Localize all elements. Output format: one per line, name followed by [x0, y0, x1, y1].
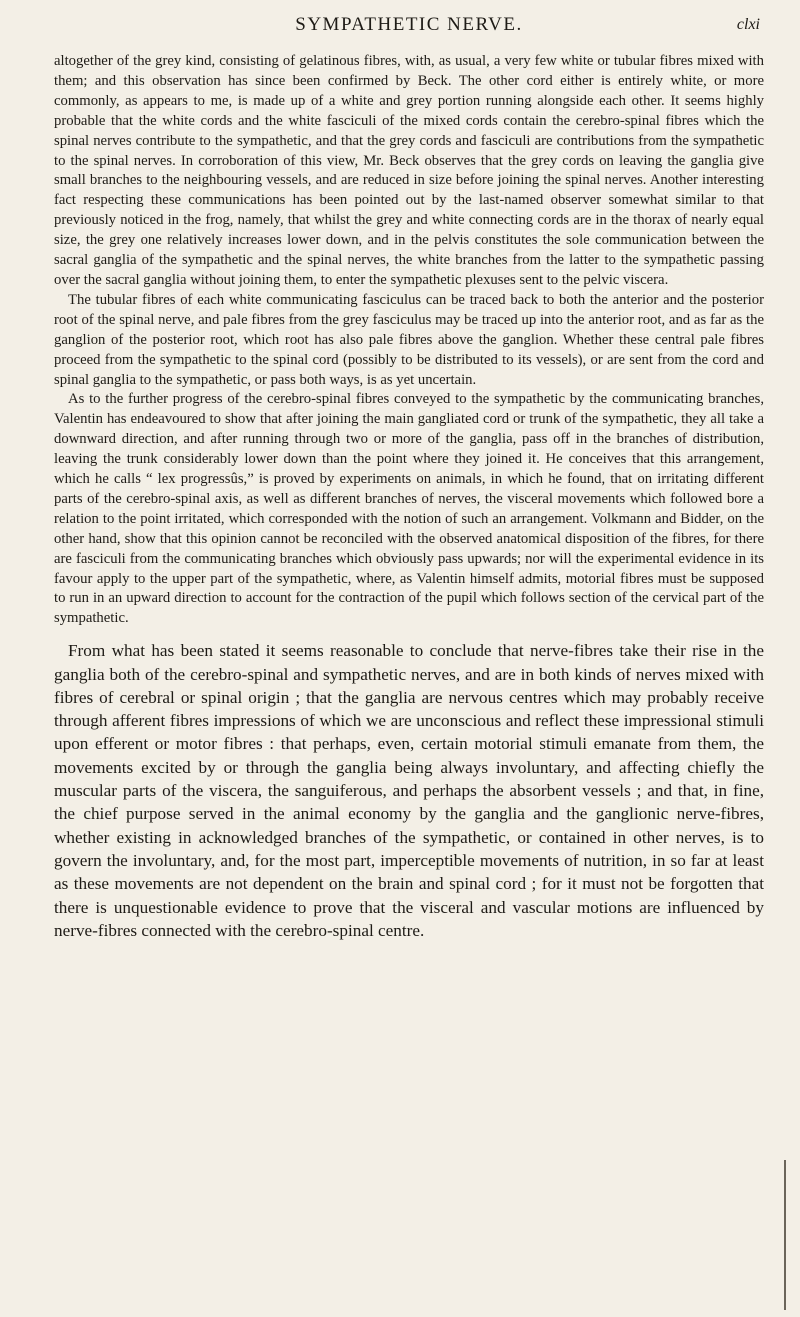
main-text-section	[54, 639, 764, 942]
small-print-section	[54, 52, 764, 629]
page-number: clxi	[736, 16, 760, 33]
paragraph-valentin-law: As to the further progress of the cerebro-spinal fibres conveyed to the sympathetic by the communicating branches, Valentin has endeavoured to show that after joining the main gangliated cord or trunk of the sympathetic, they all take a downward direction, and after running through two or more of the ganglia, pass off in the branches of distribution, leaving the trunk considerably lower down than the point where they joined it. He conceives that this arrangement, which he calls “ lex progressûs,” is proved by experiments on animals, in which he found, that on irritating different parts of the cerebro-spinal axis, as well as different branches of nerves, the visceral movements which followed bore a relation to the point irritated, which corresponded with the notion of such an arrangement. Volkmann and Bidder, on the other hand, show that this opinion cannot be reconciled with the observed anatomical disposition of the fibres, for there are fasciculi from the communicating branches which obviously pass upwards; nor will the experimental evidence in its favour apply to the upper part of the sympathetic, where, as Valentin himself admits, motorial fibres must be supposed to run in an upward direction to account for the contraction of the pupil which follows section of the cervical part of the sympathetic.	[54, 391, 764, 627]
paragraph-communicating-cords: altogether of the grey kind, consisting of gelatinous fibres, with, as usual, a very few white or tubular fibres mixed with them; and this observation has since been confirmed by Beck. The other cord either is entirely white, or more commonly, as appears to me, is made up of a white and grey portion running alongside each other. It seems highly probable that the white cords and the white fasciculi of the mixed cords contain the cerebro-spinal fibres which the spinal nerves contribute to the sympathetic, and that the grey cords and fasciculi are contributions from the sympathetic to the spinal nerves. In corroboration of this view, Mr. Beck observes that the grey cords on leaving the ganglia give small branches to the neighbouring vessels, and are reduced in size before joining the spinal nerves. Another interesting fact respecting these communications has been pointed out by the last-named observer somewhat similar to that previously noticed in the frog, namely, that whilst the grey and white connecting cords are in the thorax of nearly equal size, the grey one relatively increases lower down, and in the pelvis constitutes the sole communication between the sacral ganglia of the sympathetic and the spinal nerves, the white branches from the latter to the sympathetic passing over the sacral ganglia without joining them, to enter the sympathetic plexuses sent to the pelvic viscera.	[54, 53, 764, 288]
margin-rule-mark	[784, 1160, 786, 1310]
paragraph-tubular-fibres: The tubular fibres of each white communicating fasciculus can be traced back to both the anterior and the posterior root of the spinal nerve, and pale fibres from the grey fasciculus may be traced up into the anterior root, and as far as the ganglion of the posterior root, which root has also pale fibres above the ganglion. Whether these central pale fibres proceed from the sympathetic to the spinal cord (possibly to be distributed to its vessels), or are sent from the cord and spinal ganglia to the sympathetic, or pass both ways, is as yet uncertain.	[54, 291, 764, 388]
paragraph-conclusion: From what has been stated it seems reasonable to conclude that nerve-fibres take their rise in the ganglia both of the cerebro-spinal and sympathetic nerves, and are in both kinds of nerves mixed with fibres of cerebral or spinal origin ; that the ganglia are nervous centres which may probably receive through afferent fibres impressions of which we are unconscious and reflect these impressional stimuli upon efferent or motor fibres : that perhaps, even, certain motorial stimuli emanate from them, the movements excited by or through the ganglia being always involuntary, and affecting chiefly the muscular parts of the viscera, the sanguiferous, and perhaps the absorbent vessels ; and that, in fine, the chief purpose served in the animal economy by the ganglia and the ganglionic nerve-fibres, whether existing in acknowledged branches of the sympathetic, or contained in other nerves, is to govern the involuntary, and, for the most part, imperceptible movements of nutrition, in so far at least as these movements are not dependent on the brain and spinal cord ; for it must not be forgotten that there is unquestionable evidence to prove that the visceral and vascular motions are influenced by nerve-fibres connected with the cerebro-spinal centre.	[54, 641, 764, 940]
running-title: SYMPATHETIC NERVE.	[295, 14, 523, 35]
running-head	[54, 12, 764, 52]
